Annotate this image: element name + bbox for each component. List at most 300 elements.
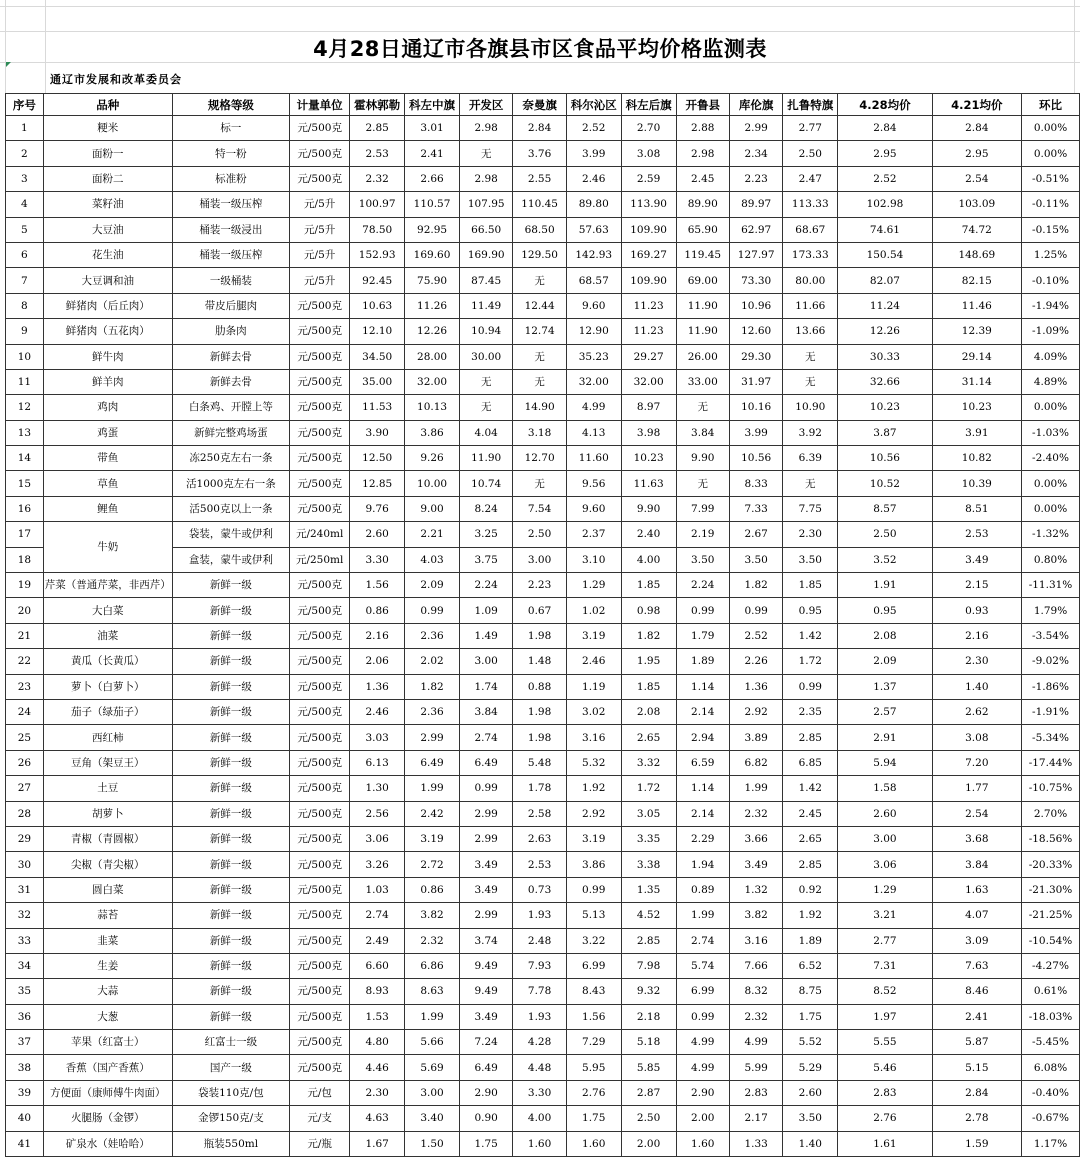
price-cell: 2.30 <box>783 522 838 547</box>
price-cell: 89.90 <box>676 192 729 217</box>
price-cell: 1.85 <box>783 573 838 598</box>
unit: 元/500克 <box>290 293 350 318</box>
row-number: 15 <box>6 471 44 496</box>
product-name: 草鱼 <box>43 471 172 496</box>
price-cell: 6.86 <box>405 953 460 978</box>
price-cell: 80.00 <box>783 268 838 293</box>
price-cell: 0.99 <box>676 1004 729 1029</box>
price-cell: 2.74 <box>350 903 405 928</box>
price-cell: 3.92 <box>783 420 838 445</box>
price-cell: 1.19 <box>566 674 621 699</box>
price-cell: 5.46 <box>838 1055 932 1080</box>
price-cell: 6.49 <box>459 750 512 775</box>
table-row <box>6 1030 1080 1055</box>
price-cell: 3.49 <box>932 547 1021 572</box>
price-cell: 无 <box>513 369 566 394</box>
price-cell: 57.63 <box>566 217 621 242</box>
price-cell: 148.69 <box>932 242 1021 267</box>
price-cell: 2.55 <box>513 166 566 191</box>
price-cell: 10.23 <box>932 395 1021 420</box>
product-name: 苹果（红富士） <box>43 1030 172 1055</box>
price-cell: 1.25% <box>1022 242 1080 267</box>
price-cell: 1.17% <box>1022 1131 1080 1156</box>
price-cell: 2.14 <box>676 699 729 724</box>
price-cell: 2.36 <box>405 699 460 724</box>
price-cell: 9.76 <box>350 496 405 521</box>
price-cell: 3.02 <box>566 699 621 724</box>
price-cell: 3.75 <box>459 547 512 572</box>
price-cell: 2.46 <box>350 699 405 724</box>
price-cell: 1.48 <box>513 649 566 674</box>
spec-grade: 新鲜一级 <box>172 903 289 928</box>
price-cell: 2.95 <box>838 141 932 166</box>
unit: 元/500克 <box>290 623 350 648</box>
price-cell: 9.49 <box>459 953 512 978</box>
price-cell: 6.85 <box>783 750 838 775</box>
price-cell: 35.00 <box>350 369 405 394</box>
product-name: 大葱 <box>43 1004 172 1029</box>
price-cell: 12.90 <box>566 319 621 344</box>
product-name: 花生油 <box>43 242 172 267</box>
table-row <box>6 344 1080 369</box>
price-cell: 2.58 <box>513 801 566 826</box>
price-cell: 2.95 <box>932 141 1021 166</box>
price-cell: 6.99 <box>676 979 729 1004</box>
row-number: 9 <box>6 319 44 344</box>
price-cell: 1.77 <box>932 776 1021 801</box>
page-title: 4月28日通辽市各旗县市区食品平均价格监测表 <box>313 37 767 61</box>
price-cell: 8.75 <box>783 979 838 1004</box>
row-number: 6 <box>6 242 44 267</box>
price-cell: 10.00 <box>405 471 460 496</box>
price-cell: 1.36 <box>729 674 782 699</box>
product-name: 黄瓜（长黄瓜） <box>43 649 172 674</box>
price-cell: 78.50 <box>350 217 405 242</box>
price-cell: 4.99 <box>676 1030 729 1055</box>
price-cell: 9.60 <box>566 496 621 521</box>
price-cell: 3.89 <box>729 725 782 750</box>
price-cell: -1.86% <box>1022 674 1080 699</box>
price-cell: 4.03 <box>405 547 460 572</box>
price-cell: 30.33 <box>838 344 932 369</box>
price-cell: 3.08 <box>932 725 1021 750</box>
price-cell: 3.40 <box>405 1106 460 1131</box>
price-cell: 1.60 <box>676 1131 729 1156</box>
price-cell: 3.82 <box>405 903 460 928</box>
price-cell: 1.91 <box>838 573 932 598</box>
price-cell: 3.50 <box>729 547 782 572</box>
row-number: 41 <box>6 1131 44 1156</box>
price-cell: 142.93 <box>566 242 621 267</box>
row-number: 25 <box>6 725 44 750</box>
price-cell: 2.41 <box>932 1004 1021 1029</box>
price-cell: 127.97 <box>729 242 782 267</box>
price-cell: 4.04 <box>459 420 512 445</box>
price-cell: 10.63 <box>350 293 405 318</box>
price-cell: 73.30 <box>729 268 782 293</box>
unit: 元/500克 <box>290 116 350 141</box>
spec-grade: 一级桶装 <box>172 268 289 293</box>
price-cell: -0.15% <box>1022 217 1080 242</box>
price-cell: 1.49 <box>459 623 512 648</box>
unit: 元/500克 <box>290 903 350 928</box>
price-cell: 89.97 <box>729 192 782 217</box>
row-number: 35 <box>6 979 44 1004</box>
table-row <box>6 496 1080 521</box>
table-row <box>6 776 1080 801</box>
price-cell: 2.16 <box>350 623 405 648</box>
row-number: 13 <box>6 420 44 445</box>
price-cell: 5.32 <box>566 750 621 775</box>
unit: 元/240ml <box>290 522 350 547</box>
row-number: 2 <box>6 141 44 166</box>
price-cell: 2.92 <box>729 699 782 724</box>
row-number: 28 <box>6 801 44 826</box>
price-cell: 无 <box>513 268 566 293</box>
price-cell: 3.84 <box>932 852 1021 877</box>
price-cell: 5.66 <box>405 1030 460 1055</box>
price-cell: 2.26 <box>729 649 782 674</box>
price-cell: 1.98 <box>513 699 566 724</box>
price-cell: 11.90 <box>676 319 729 344</box>
product-name: 大蒜 <box>43 979 172 1004</box>
price-cell: 11.53 <box>350 395 405 420</box>
spec-grade: 新鲜一级 <box>172 776 289 801</box>
price-cell: 3.05 <box>621 801 676 826</box>
price-cell: 7.78 <box>513 979 566 1004</box>
price-cell: 7.29 <box>566 1030 621 1055</box>
price-cell: 2.42 <box>405 801 460 826</box>
price-cell: 无 <box>513 471 566 496</box>
price-cell: 8.52 <box>838 979 932 1004</box>
price-cell: 152.93 <box>350 242 405 267</box>
spec-grade: 桶装一级浸出 <box>172 217 289 242</box>
price-cell: 12.44 <box>513 293 566 318</box>
gridline <box>0 6 1080 7</box>
price-cell: 1.53 <box>350 1004 405 1029</box>
price-cell: 5.99 <box>729 1055 782 1080</box>
price-cell: -5.45% <box>1022 1030 1080 1055</box>
column-header: 科左中旗 <box>405 94 460 116</box>
price-cell: 2.91 <box>838 725 932 750</box>
product-name: 大豆调和油 <box>43 268 172 293</box>
price-cell: 9.60 <box>566 293 621 318</box>
price-cell: 0.86 <box>405 877 460 902</box>
price-cell: 0.99 <box>676 598 729 623</box>
price-cell: 8.43 <box>566 979 621 1004</box>
unit: 元/包 <box>290 1080 350 1105</box>
price-cell: 5.48 <box>513 750 566 775</box>
price-cell: 2.98 <box>676 141 729 166</box>
price-cell: 1.89 <box>676 649 729 674</box>
price-cell: 5.18 <box>621 1030 676 1055</box>
price-cell: 1.29 <box>566 573 621 598</box>
price-cell: 7.24 <box>459 1030 512 1055</box>
price-cell: 3.16 <box>566 725 621 750</box>
price-cell: 1.79% <box>1022 598 1080 623</box>
table-row <box>6 953 1080 978</box>
price-cell: 28.00 <box>405 344 460 369</box>
price-cell: 107.95 <box>459 192 512 217</box>
price-cell: 11.46 <box>932 293 1021 318</box>
table-row <box>6 725 1080 750</box>
price-cell: 6.49 <box>459 1055 512 1080</box>
product-name: 大豆油 <box>43 217 172 242</box>
price-cell: 4.63 <box>350 1106 405 1131</box>
price-cell: 32.00 <box>405 369 460 394</box>
price-cell: 0.90 <box>459 1106 512 1131</box>
unit: 元/500克 <box>290 725 350 750</box>
price-cell: 1.32 <box>729 877 782 902</box>
unit: 元/500克 <box>290 826 350 851</box>
header-row <box>6 94 1080 116</box>
product-name: 鲤鱼 <box>43 496 172 521</box>
price-cell: 4.48 <box>513 1055 566 1080</box>
row-number: 20 <box>6 598 44 623</box>
price-cell: 3.82 <box>729 903 782 928</box>
price-cell: 1.98 <box>513 725 566 750</box>
price-cell: 2.72 <box>405 852 460 877</box>
table-row <box>6 801 1080 826</box>
spec-grade: 新鲜一级 <box>172 674 289 699</box>
price-cell: 32.66 <box>838 369 932 394</box>
table-row <box>6 598 1080 623</box>
price-cell: 0.80% <box>1022 547 1080 572</box>
row-number: 39 <box>6 1080 44 1105</box>
price-cell: 3.00 <box>838 826 932 851</box>
price-cell: 3.03 <box>350 725 405 750</box>
price-cell: 无 <box>676 471 729 496</box>
price-cell: 65.90 <box>676 217 729 242</box>
spec-grade: 特一粉 <box>172 141 289 166</box>
price-cell: 110.45 <box>513 192 566 217</box>
price-cell: 4.07 <box>932 903 1021 928</box>
table-row <box>6 217 1080 242</box>
price-cell: -0.51% <box>1022 166 1080 191</box>
price-cell: 35.23 <box>566 344 621 369</box>
row-number: 11 <box>6 369 44 394</box>
price-cell: 169.90 <box>459 242 512 267</box>
price-cell: 2.50 <box>621 1106 676 1131</box>
price-cell: 2.53 <box>513 852 566 877</box>
price-cell: 3.86 <box>405 420 460 445</box>
price-cell: 4.28 <box>513 1030 566 1055</box>
price-cell: 1.99 <box>676 903 729 928</box>
unit: 元/500克 <box>290 1030 350 1055</box>
price-cell: 2.46 <box>566 649 621 674</box>
price-cell: 0.00% <box>1022 116 1080 141</box>
price-cell: 2.30 <box>932 649 1021 674</box>
price-cell: 3.38 <box>621 852 676 877</box>
price-cell: 2.56 <box>350 801 405 826</box>
price-cell: -18.03% <box>1022 1004 1080 1029</box>
spec-grade: 瓶装550ml <box>172 1131 289 1156</box>
price-cell: 2.29 <box>676 826 729 851</box>
price-cell: 2.54 <box>932 166 1021 191</box>
price-cell: 4.99 <box>729 1030 782 1055</box>
price-cell: 10.90 <box>783 395 838 420</box>
spec-grade: 红富士一级 <box>172 1030 289 1055</box>
unit: 元/500克 <box>290 1055 350 1080</box>
price-cell: 10.56 <box>838 446 932 471</box>
price-cell: 113.33 <box>783 192 838 217</box>
price-cell: 11.60 <box>566 446 621 471</box>
table-row <box>6 471 1080 496</box>
price-cell: 2.99 <box>459 826 512 851</box>
price-cell: 2.14 <box>676 801 729 826</box>
unit: 元/500克 <box>290 877 350 902</box>
price-cell: 0.00% <box>1022 471 1080 496</box>
spec-grade: 活1000克左右一条 <box>172 471 289 496</box>
row-number: 16 <box>6 496 44 521</box>
price-cell: 4.00 <box>513 1106 566 1131</box>
price-cell: 2.08 <box>621 699 676 724</box>
price-cell: 无 <box>783 471 838 496</box>
price-cell: 6.52 <box>783 953 838 978</box>
product-name: 火腿肠（金锣） <box>43 1106 172 1131</box>
price-cell: 9.56 <box>566 471 621 496</box>
price-cell: 2.00 <box>676 1106 729 1131</box>
price-cell: 2.60 <box>783 1080 838 1105</box>
price-cell: 1.09 <box>459 598 512 623</box>
price-cell: 5.69 <box>405 1055 460 1080</box>
price-cell: 1.82 <box>405 674 460 699</box>
price-cell: 3.25 <box>459 522 512 547</box>
product-name: 香蕉（国产香蕉） <box>43 1055 172 1080</box>
price-cell: 6.59 <box>676 750 729 775</box>
price-cell: 3.87 <box>838 420 932 445</box>
price-cell: 12.74 <box>513 319 566 344</box>
spec-grade: 新鲜一级 <box>172 801 289 826</box>
price-cell: 8.57 <box>838 496 932 521</box>
price-cell: 2.35 <box>783 699 838 724</box>
price-cell: 87.45 <box>459 268 512 293</box>
row-number: 31 <box>6 877 44 902</box>
price-cell: 10.23 <box>838 395 932 420</box>
price-cell: 92.45 <box>350 268 405 293</box>
row-number: 33 <box>6 928 44 953</box>
price-cell: 1.50 <box>405 1131 460 1156</box>
price-cell: 1.94 <box>676 852 729 877</box>
price-cell: 1.75 <box>783 1004 838 1029</box>
price-cell: 1.63 <box>932 877 1021 902</box>
price-cell: -10.54% <box>1022 928 1080 953</box>
price-cell: 无 <box>783 369 838 394</box>
price-cell: 1.82 <box>729 573 782 598</box>
price-cell: 3.16 <box>729 928 782 953</box>
price-cell: 10.23 <box>621 446 676 471</box>
price-cell: 5.74 <box>676 953 729 978</box>
price-cell: 3.08 <box>621 141 676 166</box>
price-cell: 3.49 <box>459 1004 512 1029</box>
column-header: 计量单位 <box>290 94 350 116</box>
table-row <box>6 522 1080 547</box>
unit: 元/500克 <box>290 573 350 598</box>
price-cell: 0.98 <box>621 598 676 623</box>
price-cell: 2.02 <box>405 649 460 674</box>
price-cell: -17.44% <box>1022 750 1080 775</box>
issuer-subtitle: 通辽市发展和改革委员会 <box>50 73 182 86</box>
price-cell: 1.60 <box>513 1131 566 1156</box>
price-cell: 2.19 <box>676 522 729 547</box>
table-row <box>6 623 1080 648</box>
spec-grade: 新鲜一级 <box>172 649 289 674</box>
price-cell: 11.66 <box>783 293 838 318</box>
price-cell: 3.50 <box>676 547 729 572</box>
unit: 元/500克 <box>290 801 350 826</box>
price-cell: 2.17 <box>729 1106 782 1131</box>
price-cell: 2.32 <box>729 1004 782 1029</box>
price-cell: 1.93 <box>513 903 566 928</box>
price-cell: 11.26 <box>405 293 460 318</box>
column-header: 环比 <box>1022 94 1080 116</box>
spec-grade: 新鲜一级 <box>172 623 289 648</box>
price-cell: 0.99 <box>783 674 838 699</box>
spec-grade: 标准粉 <box>172 166 289 191</box>
table-row <box>6 268 1080 293</box>
price-cell: 1.67 <box>350 1131 405 1156</box>
spec-grade: 袋装，蒙牛或伊利 <box>172 522 289 547</box>
price-cell: 3.19 <box>566 826 621 851</box>
price-cell: 7.99 <box>676 496 729 521</box>
row-number: 21 <box>6 623 44 648</box>
price-cell: 2.24 <box>459 573 512 598</box>
unit: 元/500克 <box>290 1004 350 1029</box>
price-cell: 1.40 <box>783 1131 838 1156</box>
price-cell: 2.46 <box>566 166 621 191</box>
price-cell: 2.60 <box>838 801 932 826</box>
column-header: 霍林郭勒 <box>350 94 405 116</box>
unit: 元/支 <box>290 1106 350 1131</box>
row-number: 3 <box>6 166 44 191</box>
price-cell: -18.56% <box>1022 826 1080 851</box>
product-name: 豆角（架豆王） <box>43 750 172 775</box>
price-cell: 10.16 <box>729 395 782 420</box>
spec-grade: 新鲜一级 <box>172 1004 289 1029</box>
price-cell: 29.14 <box>932 344 1021 369</box>
unit: 元/500克 <box>290 699 350 724</box>
price-cell: 2.63 <box>513 826 566 851</box>
unit: 元/500克 <box>290 953 350 978</box>
table-row <box>6 979 1080 1004</box>
product-name: 青椒（青圆椒） <box>43 826 172 851</box>
price-cell: 5.85 <box>621 1055 676 1080</box>
price-cell: 2.47 <box>783 166 838 191</box>
row-number: 40 <box>6 1106 44 1131</box>
price-cell: 5.15 <box>932 1055 1021 1080</box>
price-cell: 2.70% <box>1022 801 1080 826</box>
spec-grade: 新鲜一级 <box>172 928 289 953</box>
price-cell: 82.15 <box>932 268 1021 293</box>
table-row <box>6 369 1080 394</box>
price-cell: 3.00 <box>405 1080 460 1105</box>
row-number: 19 <box>6 573 44 598</box>
row-number: 24 <box>6 699 44 724</box>
price-cell: 2.53 <box>932 522 1021 547</box>
price-cell: 2.84 <box>932 1080 1021 1105</box>
row-number: 5 <box>6 217 44 242</box>
price-cell: 1.58 <box>838 776 932 801</box>
price-cell: 2.98 <box>459 166 512 191</box>
price-cell: 8.32 <box>729 979 782 1004</box>
price-cell: 62.97 <box>729 217 782 242</box>
spec-grade: 标一 <box>172 116 289 141</box>
price-cell: 2.83 <box>729 1080 782 1105</box>
price-cell: 5.87 <box>932 1030 1021 1055</box>
price-cell: 10.96 <box>729 293 782 318</box>
price-cell: 0.89 <box>676 877 729 902</box>
price-cell: 3.74 <box>459 928 512 953</box>
